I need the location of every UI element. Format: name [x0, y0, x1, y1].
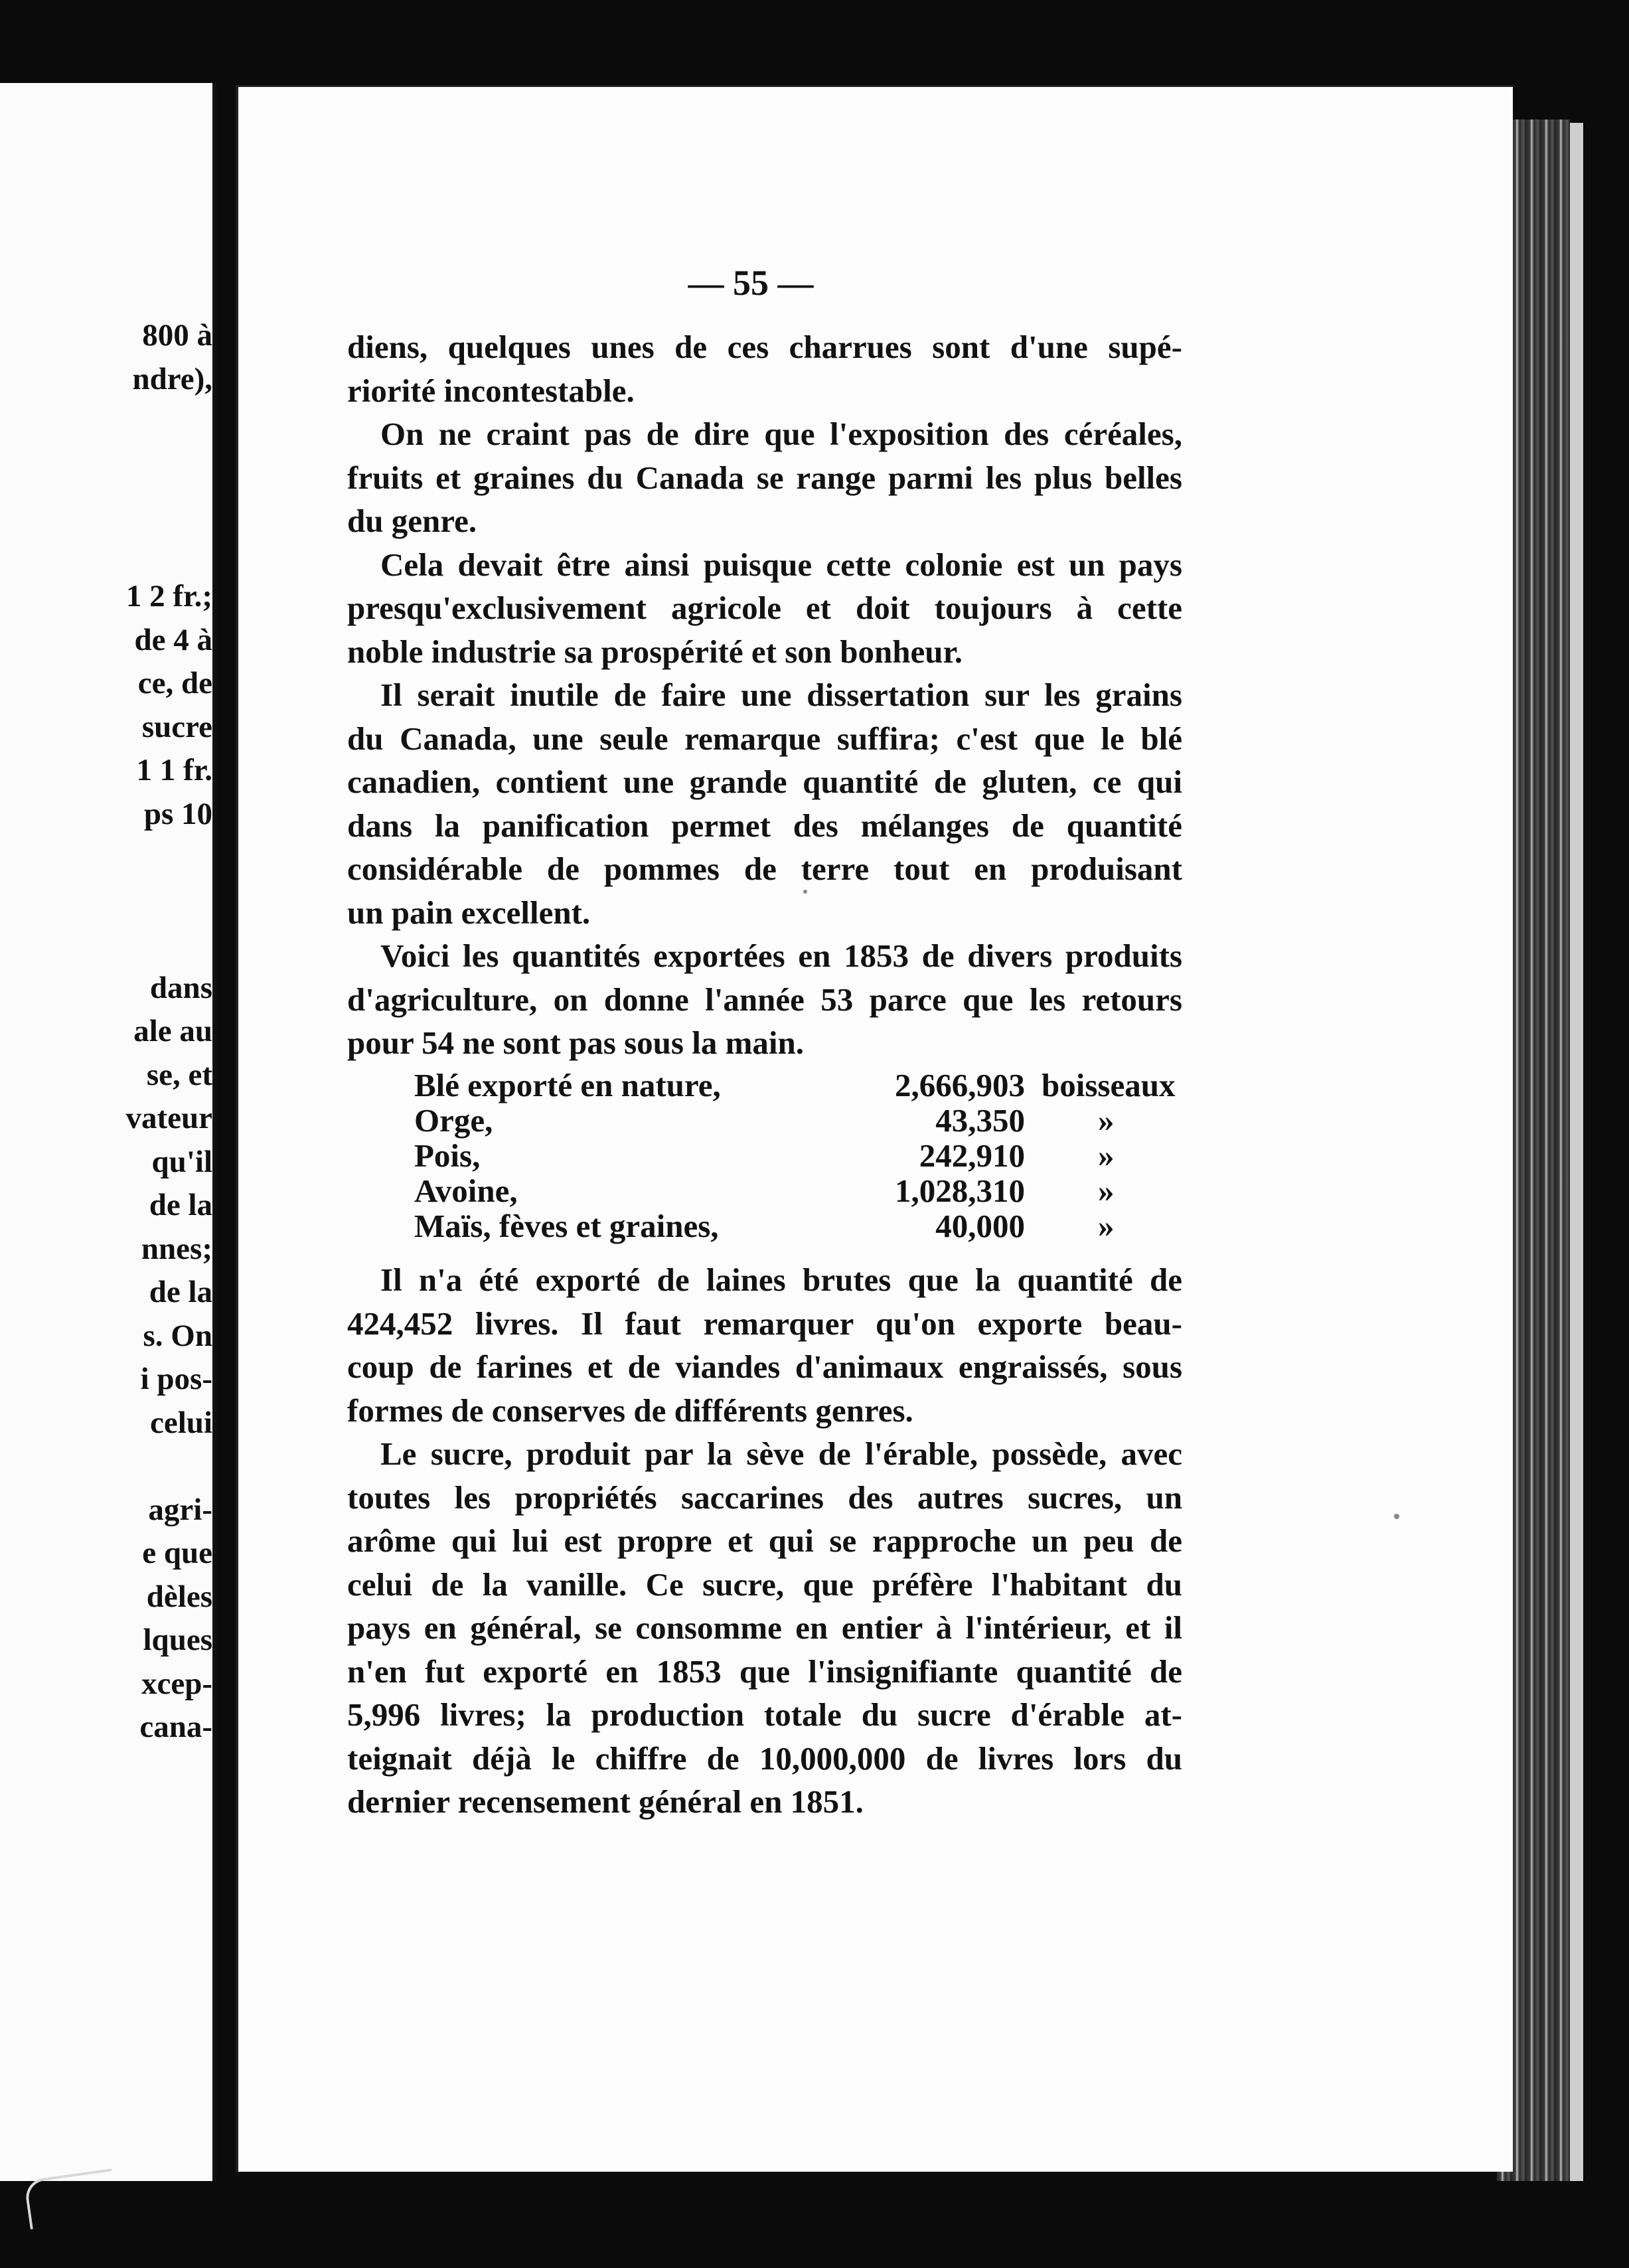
text-line: fruits et graines du Canada se range parmi les plus belles: [347, 459, 1182, 496]
text-line: formes de conserves de différents genres.: [347, 1392, 913, 1429]
facing-page-line: i pos-: [140, 1362, 212, 1396]
paragraph: [347, 543, 1182, 674]
text-line: Il serait inutile de faire une dissertation sur les grains: [380, 677, 1182, 713]
export-product: Pois,: [414, 1137, 481, 1174]
scan-bottom-border: [0, 2181, 1629, 2268]
text-line: Voici les quantités exportées en 1853 de divers produits: [380, 937, 1182, 974]
export-quantity: 242,910: [919, 1137, 1025, 1174]
export-row: [414, 1173, 1184, 1208]
export-unit: boisseaux: [1042, 1067, 1176, 1103]
paragraph: [347, 1258, 1182, 1432]
facing-page-line: nnes;: [141, 1231, 212, 1266]
scan-speck: [803, 890, 807, 894]
text-line: riorité incontestable.: [347, 372, 635, 409]
export-product: Orge,: [414, 1102, 493, 1139]
export-unit: »: [1098, 1208, 1115, 1244]
export-product: Blé exporté en nature,: [414, 1067, 721, 1103]
facing-page-line: ale au: [133, 1014, 212, 1048]
text-line: un pain excellent.: [347, 894, 591, 931]
text-line: presqu'exclusivement agricole et doit toujours à cette: [347, 590, 1182, 626]
text-line: 5,996 livres; la production totale du sucre d'érable at-: [347, 1696, 1182, 1733]
export-quantity: 1,028,310: [895, 1173, 1025, 1209]
facing-page-line: dans: [149, 970, 212, 1005]
text-line: arôme qui lui est propre et qui se rapproche un peu de: [347, 1522, 1182, 1559]
export-quantity: 2,666,903: [895, 1067, 1025, 1103]
text-line: noble industrie sa prospérité et son bonheur.: [347, 633, 963, 670]
text-line: Le sucre, produit par la sève de l'érable, possède, avec: [380, 1435, 1182, 1472]
page-edge-light: [1570, 123, 1583, 2194]
text-line: n'en fut exporté en 1853 que l'insignifiante quantité de: [347, 1653, 1182, 1690]
facing-page-line: 1 2 fr.;: [125, 579, 212, 613]
facing-page-line: de 4 à: [134, 622, 212, 657]
export-row: [414, 1068, 1184, 1103]
facing-page-line: qu'il: [151, 1144, 212, 1179]
text-line: On ne craint pas de dire que l'exposition des céréales,: [380, 416, 1182, 452]
text-line: toutes les propriétés saccarines des autres sucres, un: [347, 1479, 1182, 1516]
text-line: considérable de pommes de terre tout en produisant: [347, 850, 1182, 887]
facing-page-line: agri-: [148, 1492, 212, 1527]
text-line: du genre.: [347, 503, 477, 539]
export-unit: »: [1098, 1173, 1115, 1209]
text-line: pour 54 ne sont pas sous la main.: [347, 1024, 805, 1061]
export-row: [414, 1103, 1184, 1138]
facing-page-line: de la: [149, 1188, 212, 1222]
text-block-bottom: [347, 1258, 1182, 1824]
facing-page-line: celui: [150, 1405, 212, 1440]
facing-page-line: xcep-: [141, 1666, 212, 1701]
facing-page-line: vateur: [125, 1101, 212, 1135]
text-line: dans la panification permet des mélanges de quantité: [347, 807, 1182, 844]
facing-page-line: s. On: [143, 1318, 212, 1353]
text-line: teignait déjà le chiffre de 10,000,000 de livres lors du: [347, 1740, 1182, 1777]
facing-page-line: de la: [149, 1275, 212, 1309]
paragraph: [347, 325, 1182, 412]
text-line: coup de farines et de viandes d'animaux engraissés, sous: [347, 1348, 1182, 1385]
facing-page-line: ce, de: [137, 666, 212, 700]
text-block-top: [347, 325, 1182, 1065]
text-line: canadien, contient une grande quantité de gluten, ce qui: [347, 764, 1182, 800]
text-line: du Canada, une seule remarque suffira; c'est que le blé: [347, 720, 1182, 757]
facing-page-left: [0, 83, 216, 2181]
text-line: d'agriculture, on donne l'année 53 parce que les retours: [347, 981, 1182, 1018]
paragraph: [347, 673, 1182, 934]
paragraph: [347, 1432, 1182, 1824]
page-number: — 55 —: [688, 263, 814, 303]
export-quantity: 43,350: [935, 1102, 1025, 1139]
text-line: dernier recensement général en 1851.: [347, 1783, 864, 1820]
facing-page-line: 1 1 fr.: [136, 753, 212, 787]
facing-page-line: cana-: [139, 1710, 212, 1744]
facing-page-line: dèles: [146, 1579, 212, 1614]
export-quantity: 40,000: [935, 1208, 1025, 1244]
text-line: 424,452 livres. Il faut remarquer qu'on exporte beau-: [347, 1305, 1182, 1342]
export-unit: »: [1098, 1137, 1115, 1174]
facing-page-line: e que: [142, 1536, 212, 1570]
facing-page-line: 800 à: [142, 318, 212, 353]
text-line: celui de la vanille. Ce sucre, que préfère l'habitant du: [347, 1566, 1182, 1603]
export-product: Avoine,: [414, 1173, 518, 1209]
export-product: Maïs, fèves et graines,: [414, 1208, 719, 1244]
facing-page-line: ps 10: [143, 796, 212, 831]
facing-page-line: se, et: [146, 1057, 212, 1092]
export-unit: »: [1098, 1102, 1115, 1139]
facing-page-line: ndre),: [132, 361, 212, 396]
facing-page-line: lques: [143, 1623, 212, 1657]
text-line: Cela devait être ainsi puisque cette colonie est un pays: [380, 546, 1182, 583]
paragraph: [347, 412, 1182, 543]
scan-speck: [1394, 1514, 1399, 1519]
export-table: [414, 1068, 1184, 1244]
export-row: [414, 1138, 1184, 1173]
text-line: pays en général, se consomme en entier à l'intérieur, et il: [347, 1609, 1182, 1646]
export-row: [414, 1208, 1184, 1244]
text-line: Il n'a été exporté de laines brutes que la quantité de: [380, 1261, 1182, 1298]
text-line: diens, quelques unes de ces charrues sont d'une supé-: [347, 329, 1182, 365]
facing-page-line: sucre: [141, 709, 212, 744]
paragraph: [347, 934, 1182, 1065]
